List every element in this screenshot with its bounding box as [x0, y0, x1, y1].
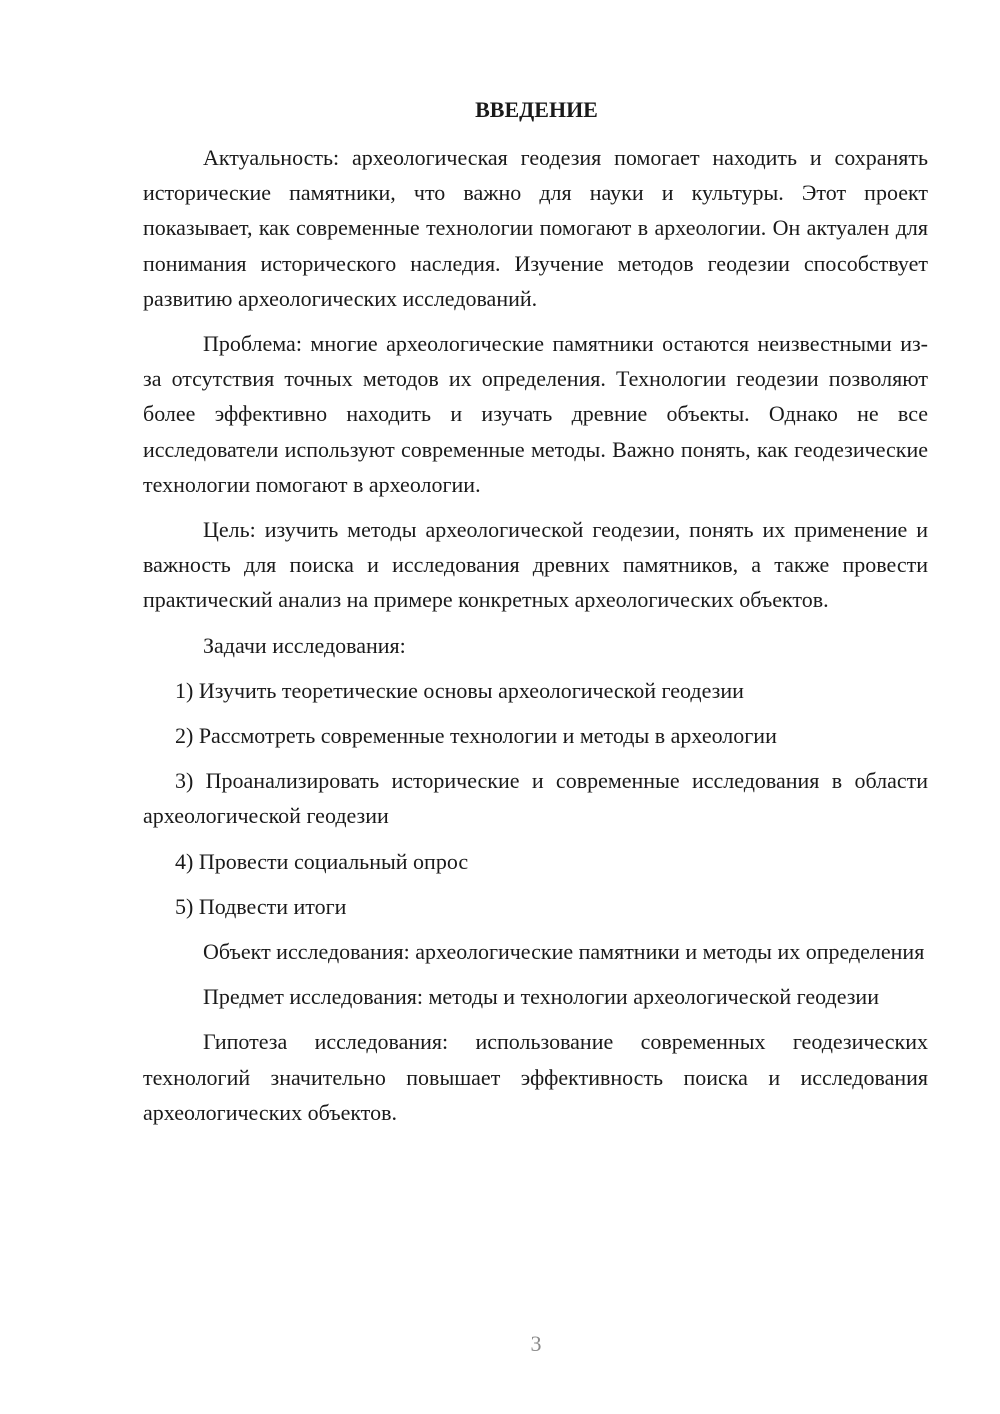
task-item-5: 5) Подвести итоги	[175, 893, 347, 919]
page-number: 3	[530, 1331, 542, 1356]
paragraph-problem: Проблема: многие археологические памятники остаются неизвестными из-за отсутствия точных методов их определения. Технологии геодезии позволяют более эффективно находить и изучать древние объекты. Однако не все исследователи используют современные методы. Важно понять, как геодезические технологии помогают в археологии.	[143, 331, 928, 497]
paragraph-hypothesis: Гипотеза исследования: использование современных геодезических технологий значительно повышает эффективность поиска и исследования археологических объектов.	[143, 1029, 928, 1125]
task-item-1: 1) Изучить теоретические основы археологической геодезии	[175, 677, 744, 703]
paragraph-object: Объект исследования: археологические памятники и методы их определения	[203, 939, 925, 965]
page-title: ВВЕДЕНИЕ	[475, 97, 598, 122]
paragraph-relevance: Актуальность: археологическая геодезия помогает находить и сохранять исторические памятники, что важно для науки и культуры. Этот проект показывает, как современные технологии помогают в археологии. Он актуален для понимания исторического наследия. Изучение методов геодезии способствует развитию археологических исследований.	[143, 145, 928, 311]
task-item-4: 4) Провести социальный опрос	[175, 848, 469, 874]
task-item-3: 3) Проанализировать исторические и современные исследования в области археологической геодезии	[143, 768, 928, 829]
task-item-2: 2) Рассмотреть современные технологии и методы в археологии	[175, 723, 777, 749]
document-page	[143, 96, 928, 1140]
tasks-heading: Задачи исследования:	[203, 632, 406, 658]
paragraph-goal: Цель: изучить методы археологической геодезии, понять их применение и важность для поиска и исследования древних памятников, а также провести практический анализ на примере конкретных археологических объектов.	[143, 517, 928, 613]
paragraph-subject: Предмет исследования: методы и технологии археологической геодезии	[203, 984, 879, 1010]
